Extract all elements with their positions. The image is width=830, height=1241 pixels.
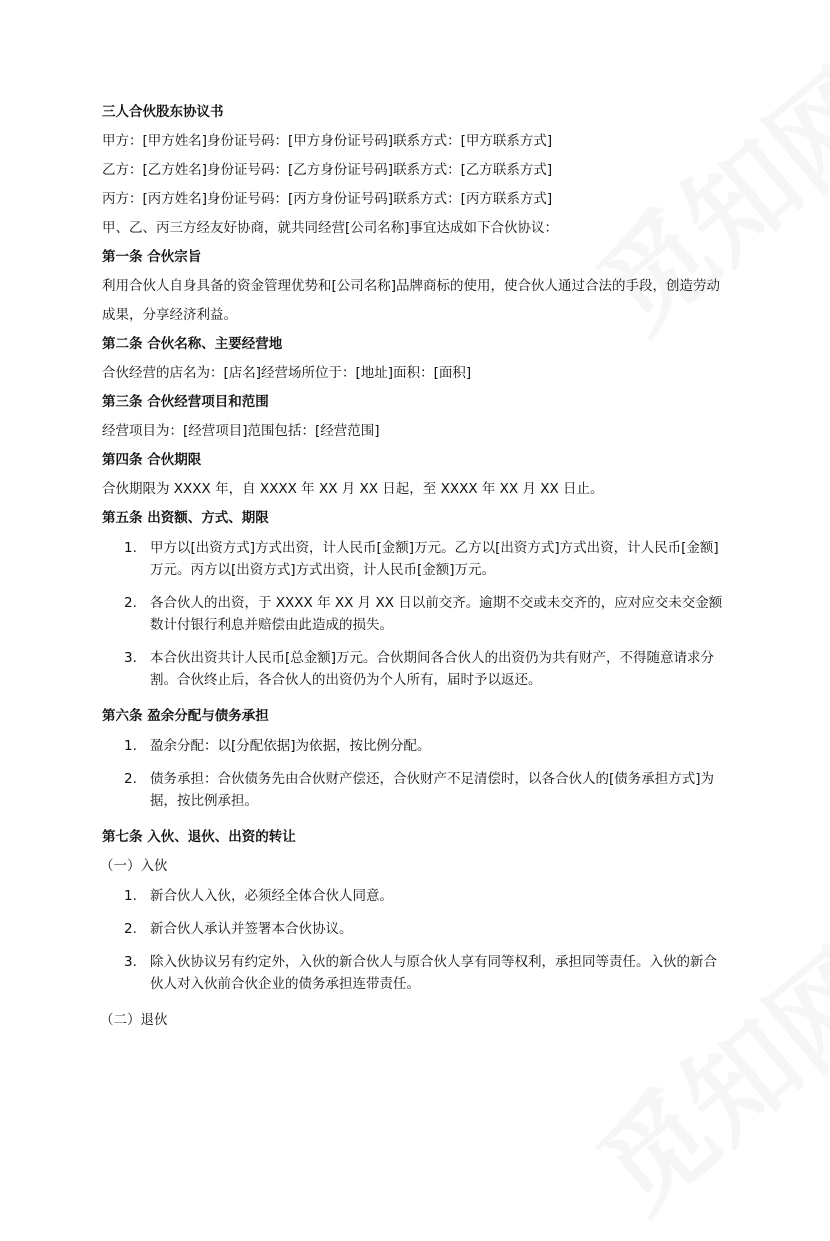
list-text: 新合伙人入伙，必须经全体合伙人同意。	[150, 888, 393, 904]
party-b: 乙方：[乙方姓名]身份证号码：[乙方身份证号码]联系方式：[乙方联系方式]	[102, 162, 553, 178]
list-number: 1.	[124, 738, 137, 754]
article-7-sub-1: （一）入伙	[100, 858, 168, 874]
list-item	[102, 592, 724, 636]
party-c: 丙方：[丙方姓名]身份证号码：[丙方身份证号码]联系方式：[丙方联系方式]	[102, 191, 553, 207]
list-number: 2.	[124, 921, 137, 937]
list-text: 各合伙人的出资，于 XXXX 年 XX 月 XX 日以前交齐。逾期不交或未交齐的，应对应交未交金额数计付银行利息并赔偿由此造成的损失。	[150, 595, 723, 633]
article-3-text: 经营项目为：[经营项目]范围包括：[经营范围]	[102, 423, 380, 439]
article-1-text: 利用合伙人自身具备的资金管理优势和[公司名称]品牌商标的使用，使合伙人通过合法的手段，创造劳动成果，分享经济利益。	[102, 278, 721, 323]
list-text: 本合伙出资共计人民币[总金额]万元。合伙期间各合伙人的出资仍为共有财产，不得随意请求分割。合伙终止后，各合伙人的出资仍为个人所有，届时予以返还。	[150, 650, 715, 688]
list-number: 2.	[124, 771, 137, 787]
list-number: 3.	[124, 650, 137, 666]
article-7-sub-2: （二）退伙	[100, 1012, 168, 1028]
document-title: 三人合伙股东协议书	[102, 104, 224, 120]
list-number: 1.	[124, 540, 137, 556]
article-6-list	[102, 735, 724, 812]
list-text: 除入伙协议另有约定外，入伙的新合伙人与原合伙人享有同等权利，承担同等责任。入伙的新合伙人对入伙前合伙企业的债务承担连带责任。	[150, 954, 717, 992]
list-number: 2.	[124, 595, 137, 611]
list-text: 甲方以[出资方式]方式出资，计人民币[金额]万元。乙方以[出资方式]方式出资，计人民币[金额]万元。丙方以[出资方式]方式出资，计人民币[金额]万元。	[150, 540, 719, 578]
party-a: 甲方：[甲方姓名]身份证号码：[甲方身份证号码]联系方式：[甲方联系方式]	[102, 133, 553, 149]
article-5-list	[102, 537, 724, 691]
list-item	[102, 647, 724, 691]
article-7-list	[102, 885, 724, 995]
article-7-heading: 第七条 入伙、退伙、出资的转让	[102, 829, 296, 845]
list-text: 新合伙人承认并签署本合伙协议。	[150, 921, 353, 937]
intro-text: 甲、乙、丙三方经友好协商，就共同经营[公司名称]事宜达成如下合伙协议：	[102, 220, 559, 236]
article-2-text: 合伙经营的店名为：[店名]经营场所位于：[地址]面积：[面积]	[102, 365, 472, 381]
article-5-heading: 第五条 出资额、方式、期限	[102, 510, 269, 526]
list-item	[102, 885, 724, 907]
list-item	[102, 918, 724, 940]
document-body	[102, 98, 724, 1035]
list-item	[102, 735, 724, 757]
list-text: 盈余分配：以[分配依据]为依据，按比例分配。	[150, 738, 431, 754]
list-item	[102, 951, 724, 995]
list-text: 债务承担：合伙债务先由合伙财产偿还，合伙财产不足清偿时，以各合伙人的[债务承担方式]为据，按比例承担。	[150, 771, 715, 809]
article-2-heading: 第二条 合伙名称、主要经营地	[102, 336, 283, 352]
article-4-text: 合伙期限为 XXXX 年，自 XXXX 年 XX 月 XX 日起，至 XXXX 年 XX 月 XX 日止。	[102, 481, 604, 497]
article-1-heading: 第一条 合伙宗旨	[102, 249, 202, 265]
list-item	[102, 768, 724, 812]
article-6-heading: 第六条 盈余分配与债务承担	[102, 708, 269, 724]
article-4-heading: 第四条 合伙期限	[102, 452, 202, 468]
list-item	[102, 537, 724, 581]
list-number: 1.	[124, 888, 137, 904]
article-3-heading: 第三条 合伙经营项目和范围	[102, 394, 269, 410]
list-number: 3.	[124, 954, 137, 970]
